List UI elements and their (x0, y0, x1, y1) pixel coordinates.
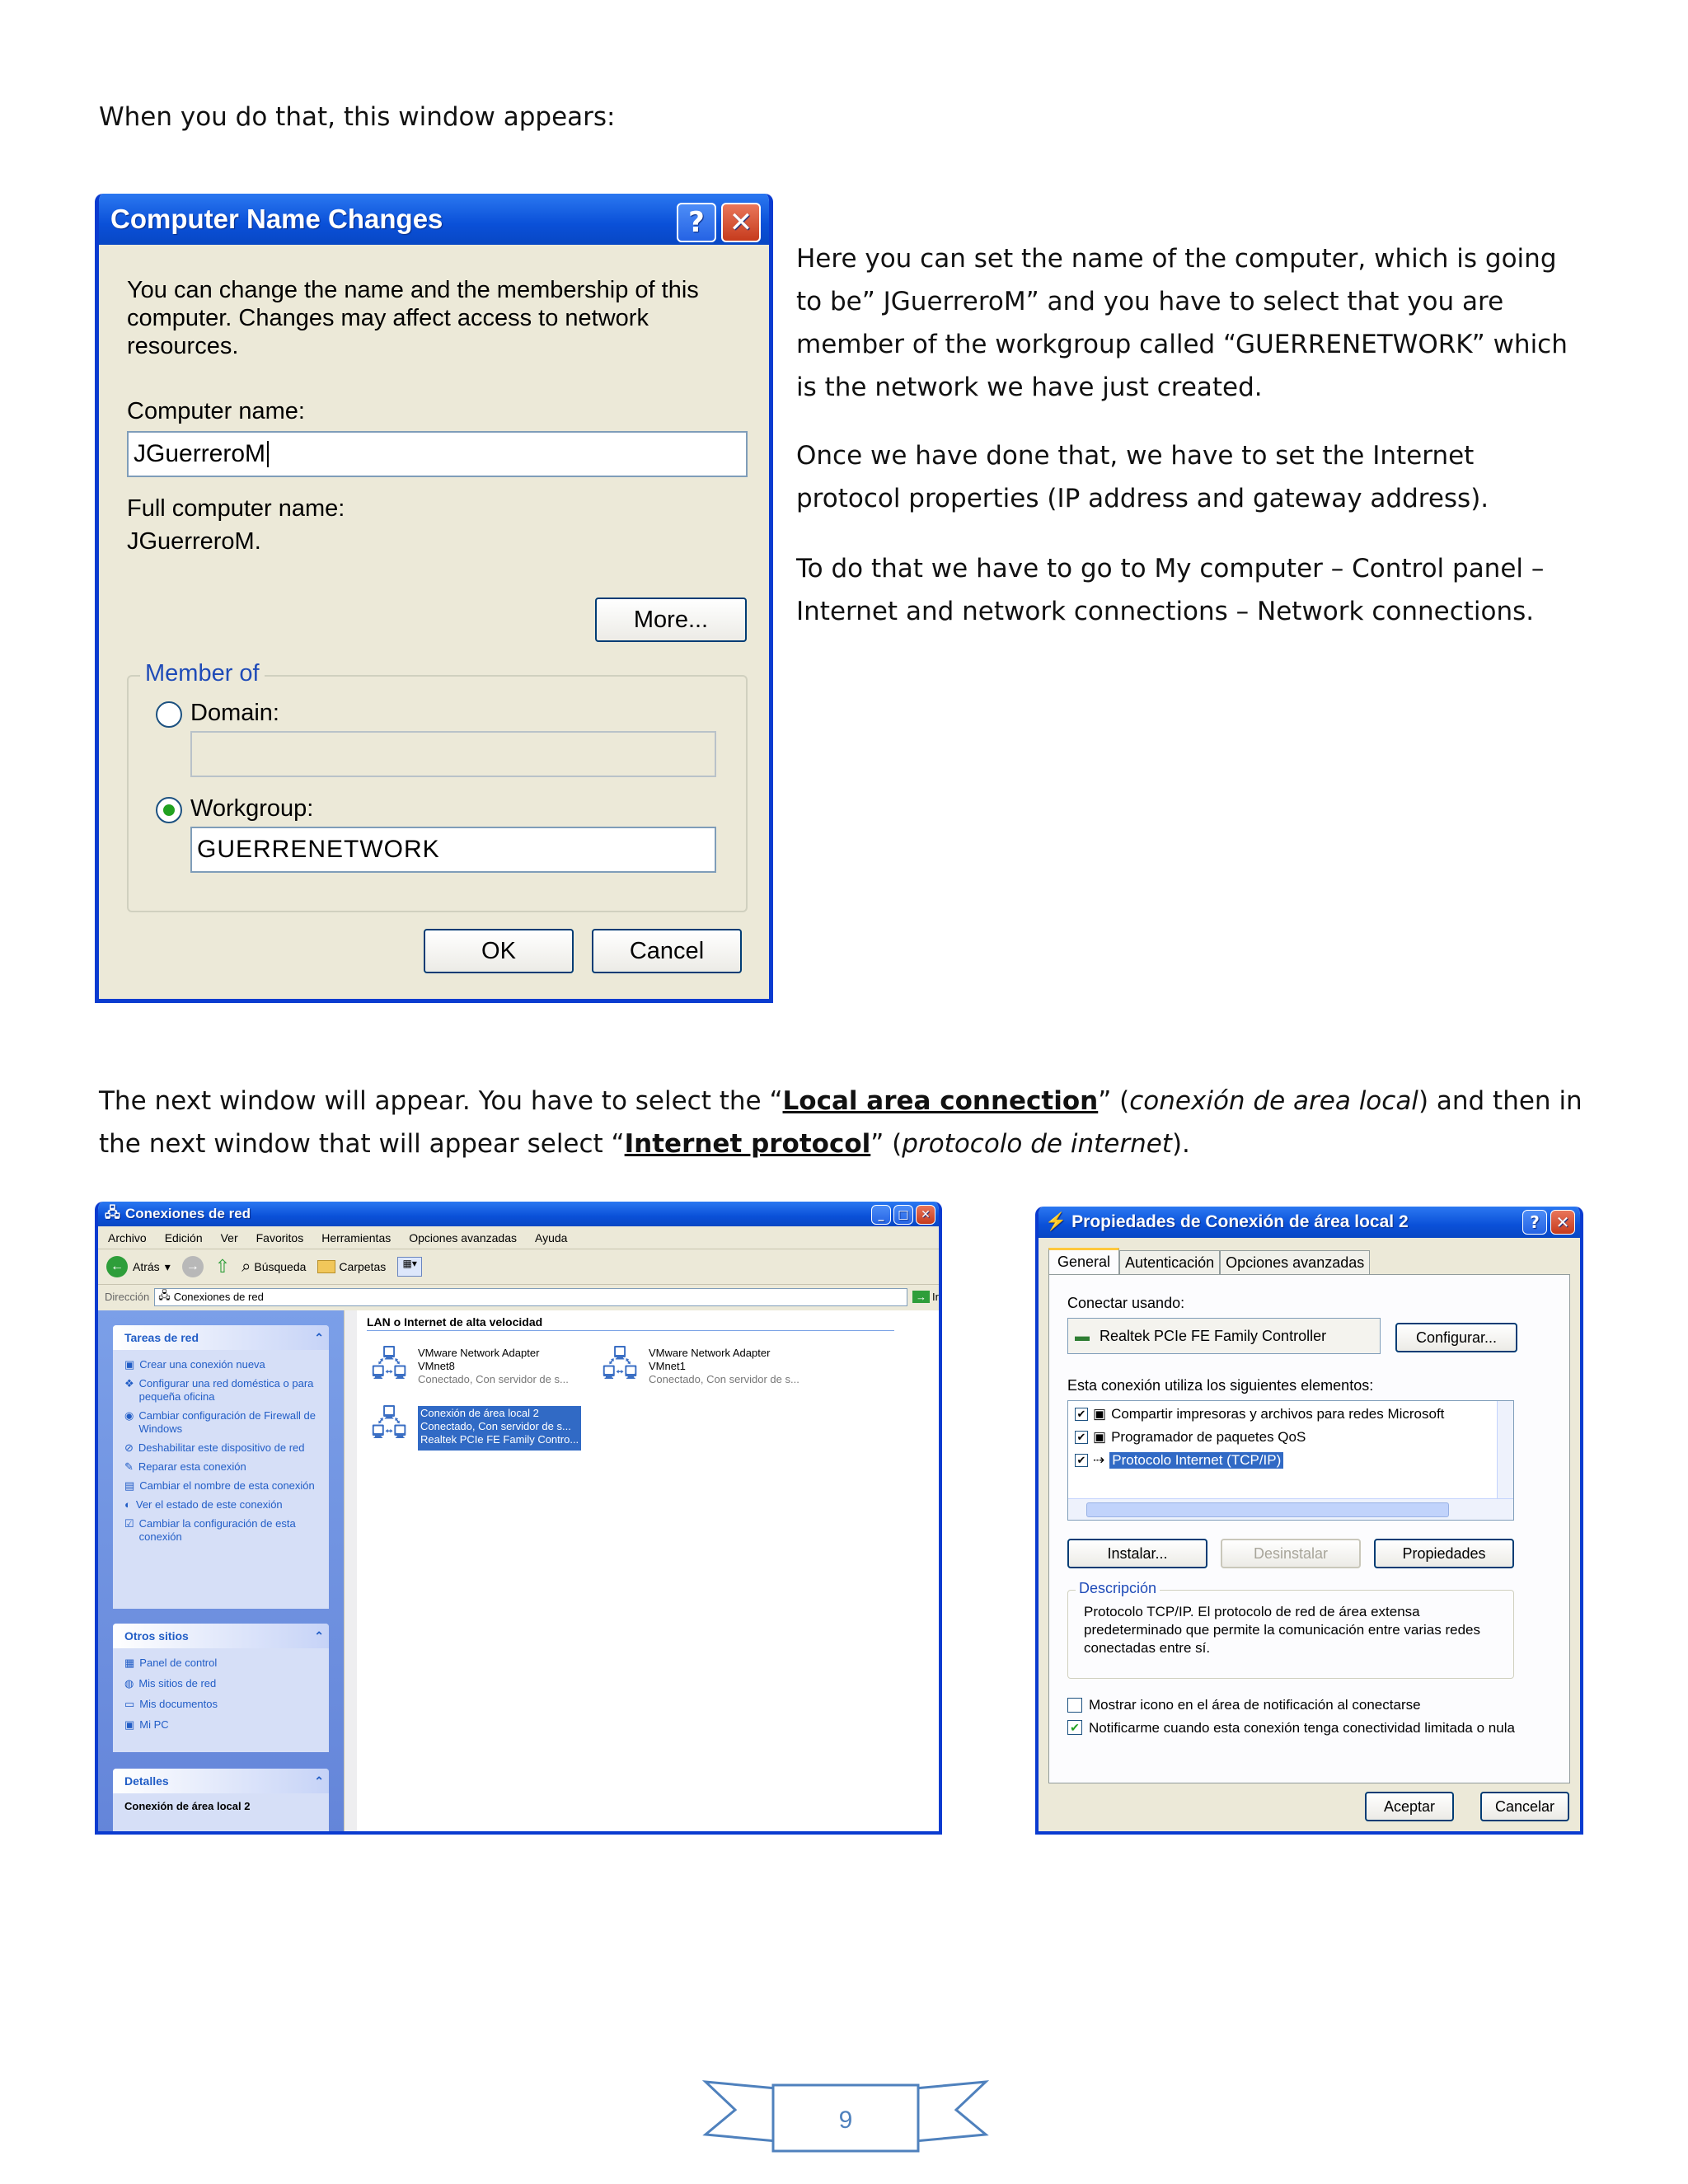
workgroup-input[interactable]: GUERRENETWORK (190, 827, 716, 873)
tab-panel (1048, 1274, 1570, 1783)
elements-label: Esta conexión utiliza los siguientes elementos: (1067, 1377, 1374, 1394)
tab-general[interactable]: General (1048, 1248, 1119, 1275)
my-computer-icon: ▣ (124, 1718, 135, 1731)
place-item[interactable]: ▦ Panel de control (124, 1657, 218, 1669)
domain-input[interactable] (190, 731, 716, 777)
tab-strip (1048, 1248, 1370, 1275)
properties-button[interactable]: Propiedades (1374, 1539, 1514, 1568)
search-icon: ⌕ (241, 1257, 251, 1276)
network-connections-window (95, 1202, 942, 1835)
task-item[interactable]: ▣ Crear una conexión nueva (124, 1358, 265, 1371)
task-item[interactable]: ❖ Configurar una red doméstica o para pequeña oficina (124, 1377, 314, 1403)
details-header[interactable]: Detalles ⌃ (113, 1769, 329, 1793)
adapter-field: ▬ Realtek PCIe FE Family Controller (1067, 1318, 1381, 1354)
folders-button[interactable]: Carpetas (317, 1260, 386, 1273)
computer-name-label: Computer name: (127, 398, 305, 424)
go-button[interactable]: → Ir (912, 1291, 939, 1303)
group-header: LAN o Internet de alta velocidad (367, 1315, 894, 1331)
details-value: Conexión de área local 2 (124, 1800, 251, 1812)
domain-radio[interactable] (156, 701, 182, 728)
tab-advanced[interactable]: Opciones avanzadas (1220, 1250, 1370, 1275)
network-adapter-icon: 🖧 (601, 1347, 639, 1383)
checkbox[interactable]: ✔ (1075, 1431, 1088, 1444)
element-row-selected[interactable]: ✔ ⇢ Protocolo Internet (TCP/IP) (1075, 1452, 1283, 1469)
other-places-panel (113, 1624, 329, 1752)
close-icon[interactable]: ✕ (721, 203, 761, 242)
menu-item[interactable]: Ver (220, 1230, 238, 1244)
task-pane-scrollbar[interactable] (344, 1310, 357, 1835)
menu-item[interactable]: Opciones avanzadas (409, 1230, 517, 1244)
close-icon[interactable]: ✕ (1550, 1210, 1575, 1235)
network-icon: 🖧 (158, 1288, 171, 1301)
network-adapter-icon: 🖧 (370, 1406, 408, 1442)
configure-button[interactable]: Configurar... (1395, 1323, 1517, 1352)
element-row[interactable]: ✔ ▣ Programador de paquetes QoS (1075, 1429, 1306, 1446)
folder-icon (317, 1260, 335, 1273)
task-icon: ❖ (124, 1377, 134, 1390)
cancel-button[interactable]: Cancel (592, 929, 742, 973)
control-panel-icon: ▦ (124, 1657, 135, 1669)
computer-name-dialog (95, 194, 773, 1003)
menu-item[interactable]: Ayuda (535, 1230, 568, 1244)
task-icon: ◉ (124, 1409, 134, 1422)
menu-item[interactable]: Edición (164, 1230, 203, 1244)
maximize-icon[interactable]: □ (893, 1205, 913, 1225)
search-button[interactable]: ⌕ Búsqueda (241, 1257, 307, 1276)
dialog-title: Computer Name Changes (110, 204, 443, 234)
documents-icon: ▭ (124, 1698, 135, 1710)
task-item[interactable]: ◐ Ver el estado de este conexión (124, 1498, 283, 1511)
forward-arrow-icon[interactable]: → (182, 1256, 204, 1277)
task-item[interactable]: ⊘ Deshabilitar este dispositivo de red (124, 1441, 305, 1454)
dialog-description: You can change the name and the membership of this computer. Changes may affect access to network resources. (127, 277, 699, 359)
place-item[interactable]: ◍ Mis sitios de red (124, 1677, 217, 1690)
task-icon: ⊘ (124, 1441, 134, 1454)
menu-item[interactable]: Archivo (108, 1230, 147, 1244)
tab-authentication[interactable]: Autenticación (1119, 1250, 1220, 1275)
menu-item[interactable]: Herramientas (321, 1230, 392, 1244)
explorer-titlebar (98, 1202, 939, 1226)
properties-titlebar (1039, 1207, 1580, 1238)
qos-icon: ▣ (1093, 1429, 1107, 1445)
properties-dialog (1035, 1207, 1583, 1835)
task-icon: ◐ (124, 1498, 131, 1511)
task-icon: ▣ (124, 1358, 135, 1371)
vertical-scrollbar[interactable] (1497, 1401, 1513, 1498)
uninstall-button[interactable]: Desinstalar (1221, 1539, 1361, 1568)
menu-bar (98, 1226, 939, 1249)
toolbar (98, 1249, 939, 1284)
side-paragraph-1: Here you can set the name of the computer, which is going to be” JGuerreroM” and you have to select that you are member of the workgroup called “GUERRENETWORK” which is the network we have just created. (796, 244, 1568, 402)
address-bar (98, 1284, 939, 1309)
member-of-label: Member of (140, 660, 265, 687)
horizontal-scrollbar[interactable] (1068, 1498, 1513, 1520)
accept-button[interactable]: Aceptar (1365, 1792, 1454, 1821)
checkbox[interactable] (1067, 1698, 1082, 1713)
description-label: Descripción (1076, 1580, 1160, 1597)
network-icon: ⚡ (1045, 1212, 1067, 1231)
cancel-button[interactable]: Cancelar (1480, 1792, 1569, 1821)
address-label: Dirección (105, 1291, 150, 1303)
intro-text: When you do that, this window appears: (99, 102, 616, 132)
computer-name-value: JGuerreroM (134, 440, 266, 467)
computer-name-input[interactable] (127, 431, 748, 477)
network-icon: 🖧 (105, 1204, 120, 1221)
notify-icon-checkbox-row[interactable]: Mostrar icono en el área de notificación al conectarse (1067, 1697, 1421, 1713)
views-button[interactable]: ▦▾ (397, 1257, 422, 1277)
internet-protocol-link: Internet protocol (624, 1129, 871, 1159)
local-area-connection-link: Local area connection (782, 1086, 1099, 1116)
scroll-thumb[interactable] (1086, 1502, 1449, 1517)
dialog-titlebar (99, 194, 769, 245)
task-icon: ▤ (124, 1479, 135, 1492)
other-places-header[interactable]: Otros sitios ⌃ (113, 1624, 329, 1648)
properties-title: Propiedades de Conexión de área local 2 (1071, 1212, 1409, 1231)
domain-label: Domain: (190, 700, 279, 726)
minimize-icon[interactable]: _ (871, 1205, 891, 1225)
tasks-header[interactable]: Tareas de red ⌃ (113, 1325, 329, 1350)
task-item[interactable]: ▤ Cambiar el nombre de esta conexión (124, 1479, 315, 1492)
install-button[interactable]: Instalar... (1067, 1539, 1207, 1568)
checkbox[interactable]: ✔ (1067, 1720, 1082, 1735)
more-button[interactable]: More... (595, 598, 747, 642)
full-name-label: Full computer name: (127, 495, 345, 522)
help-icon[interactable]: ? (677, 203, 716, 242)
task-icon: ✎ (124, 1460, 134, 1473)
connect-using-label: Conectar usando: (1067, 1295, 1185, 1311)
connections-area (357, 1310, 939, 1835)
checkbox[interactable]: ✔ (1075, 1454, 1088, 1467)
explorer-title: Conexiones de red (124, 1206, 251, 1221)
go-arrow-icon: → (912, 1291, 930, 1303)
collapse-icon[interactable]: ⌃ (314, 1330, 324, 1344)
page-number: 9 (838, 2107, 853, 2134)
task-pane (98, 1310, 344, 1835)
connection-item[interactable]: 🖧 VMware Network Adapter VMnet1 Conectado, Con servidor de s... (598, 1347, 799, 1391)
tasks-panel (113, 1325, 329, 1609)
checkbox[interactable]: ✔ (1075, 1408, 1088, 1421)
ok-button[interactable]: OK (424, 929, 574, 973)
task-icon: ☑ (124, 1517, 134, 1530)
workgroup-radio[interactable] (156, 797, 182, 823)
network-places-icon: ◍ (124, 1677, 134, 1690)
task-item[interactable]: ◉ Cambiar configuración de Firewall de Windows (124, 1409, 316, 1435)
collapse-icon[interactable]: ⌃ (314, 1629, 324, 1643)
protocol-icon: ⇢ (1093, 1452, 1105, 1468)
side-paragraph-2: Once we have done that, we have to set the Internet protocol properties (IP address and gateway address). (796, 441, 1489, 513)
help-icon[interactable]: ? (1522, 1210, 1547, 1235)
up-folder-icon[interactable]: ⇧ (214, 1256, 231, 1277)
collapse-icon[interactable]: ⌃ (314, 1774, 324, 1788)
network-adapter-icon: 🖧 (370, 1347, 408, 1383)
connection-item[interactable]: 🖧 VMware Network Adapter VMnet8 Conectado, Con servidor de s... (367, 1347, 569, 1391)
address-input[interactable]: 🖧 Conexiones de red (154, 1288, 907, 1306)
network-card-icon: ▬ (1075, 1327, 1090, 1344)
task-item[interactable]: ✎ Reparar esta conexión (124, 1460, 246, 1473)
printer-share-icon: ▣ (1093, 1406, 1107, 1422)
details-panel (113, 1769, 329, 1835)
close-icon[interactable]: ✕ (916, 1205, 935, 1225)
task-list (113, 1350, 329, 1544)
notify-limited-checkbox-row[interactable]: ✔ Notificarme cuando esta conexión tenga conectividad limitada o nula (1067, 1720, 1529, 1736)
full-name-value: JGuerreroM. (127, 528, 261, 555)
back-arrow-icon: ← (106, 1256, 128, 1277)
menu-item[interactable]: Favoritos (256, 1230, 304, 1244)
elements-list (1067, 1400, 1514, 1521)
task-item[interactable]: ☑ Cambiar la configuración de esta conexión (124, 1517, 296, 1543)
connection-item-selected[interactable]: 🖧 Conexión de área local 2 Conectado, Con servidor de s... Realtek PCIe FE Family Contro... (367, 1406, 581, 1451)
element-row[interactable]: ✔ ▣ Compartir impresoras y archivos para redes Microsoft (1075, 1406, 1444, 1422)
back-button[interactable]: ← Atrás ▾ (106, 1256, 171, 1277)
workgroup-label: Workgroup: (190, 795, 314, 822)
place-item[interactable]: ▭ Mis documentos (124, 1698, 218, 1710)
place-item[interactable]: ▣ Mi PC (124, 1718, 169, 1731)
description-text: Protocolo TCP/IP. El protocolo de red de área extensa predeterminado que permite la comunicación entre varias redes conectadas entre sí. (1084, 1604, 1480, 1656)
side-paragraph-3: To do that we have to go to My computer – Control panel – Internet and network connections – Network connections. (796, 554, 1545, 626)
middle-paragraph: The next window will appear. You have to select the “Local area connection” (conexión de area local) and then in the next window that will appear select “Internet protocol” (protocolo de internet). (99, 1086, 1582, 1159)
